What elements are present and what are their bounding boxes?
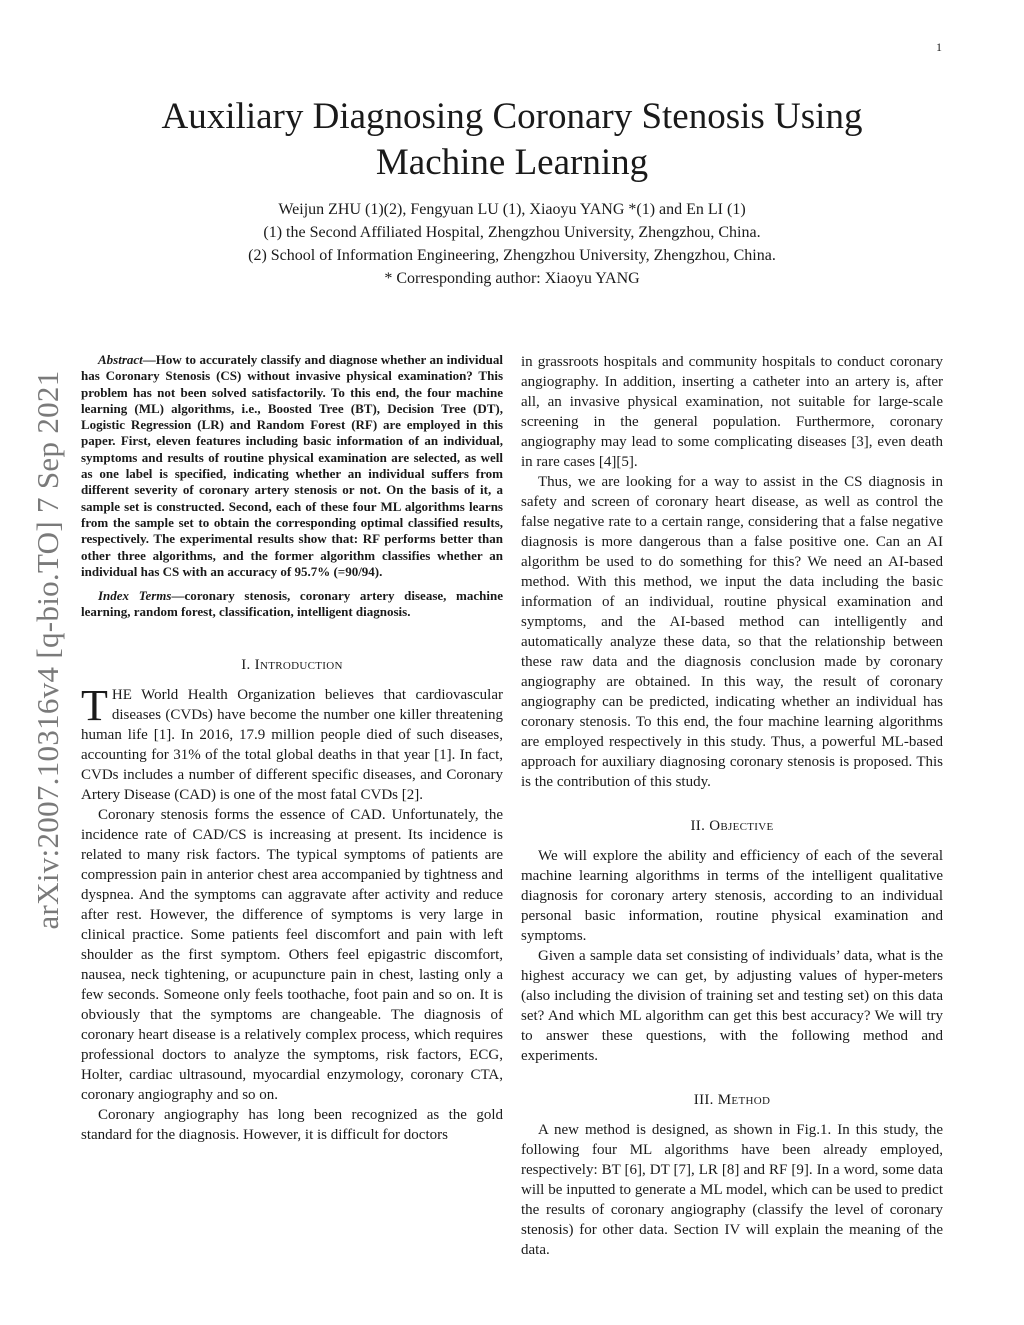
abstract-text: —How to accurately classify and diagnose whether an individual has Coronary Stenosis (CS) without invasive physical examination? This problem has not been solved satisfactorily. To this end, the four machine learning (ML) algorithms, i.e., Boosted Tree (BT), Decision Tree (DT), Logistic Regression (LR) and Random Forest (RF) are employed in this paper. First, eleven features including basic information of an individual, symptoms and results of routine physical examination are selected, as well as one label is specified, indicating whether an individual suffers from different severity of coronary artery stenosis or not. On the basis of it, a sample set is constructed. Second, each of these four ML algorithms learns from the sample set to obtain the corresponding optimal classified results, respectively. The experimental results show that: RF performs better than other three algorithms, and the former algorithm classifies whether an individual has CS with an accuracy of 95.7% (=90/94).	[81, 352, 503, 579]
affiliation-2: (2) School of Information Engineering, Zhengzhou University, Zhengzhou, China.	[248, 247, 776, 264]
page-number: 1	[936, 40, 942, 54]
objective-paragraph-2: Given a sample data set consisting of individuals’ data, what is the highest accuracy we can get, by adjusting values of hyper-meters (also including the division of training set and testing set) on this data set? And which ML algorithm can get this best accuracy? We will try to answer these questions, with the following method and experiments.	[521, 948, 943, 1064]
method-paragraph-1: A new method is designed, as shown in Fig.1. In this study, the following four ML algorithms have been already employed, respectively: BT [6], DT [7], LR [8] and RF [9]. In a word, some data will be inputted to generate a ML model, which can be used to predict the results of coronary angiography (classify the level of coronary stenosis) for other data. Section IV will explain the meaning of the data.	[521, 1122, 943, 1258]
corresponding-author: * Corresponding author: Xiaoyu YANG	[384, 270, 640, 287]
index-terms-label: Index Terms	[98, 588, 172, 604]
section-heading-method: III. Method	[693, 1092, 771, 1108]
index-terms	[81, 588, 503, 621]
abstract-label: Abstract	[98, 352, 143, 367]
intro-paragraph-2: Coronary stenosis forms the essence of CAD. Unfortunately, the incidence rate of CAD/CS is increasing at present. Its incidence is related to many risk factors. The typical symptoms of patients are compression pain in anterior chest area accompanied by tightness and dyspnea. And the symptoms can aggravate after activity and reduce after rest. However, the difference of symptoms is very large in clinical practice. Some patients feel discomfort and pain with left shoulder as the first symptom. Others feel epigastric discomfort, nausea, neck tightening, or acupuncture pain in chest, lasting only a few seconds. Someone only feels toothache, foot pain and so on. It is obviously that the symptoms are changeable. The diagnosis of coronary heart disease is a relatively complex process, which requires professional doctors to analyze the symptoms, risk factors, ECG, Holter, cardiac ultrasound, myocardial enzymology, coronary CTA, coronary angiography and so on.	[81, 806, 503, 1103]
affiliation-1: (1) the Second Affiliated Hospital, Zhengzhou University, Zhengzhou, China.	[263, 224, 761, 241]
intro-paragraph-4: Thus, we are looking for a way to assist in the CS diagnosis in safety and screen of coronary heart disease, as well as control the false negative rate to a certain range, considering that a false negative diagnosis is more dangerous than a false positive one. Can an AI algorithm be used to do something for this? We need an AI-based method. With this method, we input the data including the basic information of an individual, routine physical examination and symptoms, and the AI-based method can intelligently and automatically analyze these data, so that the relationship between these raw data and the diagnosis conclusion made by coronary angiography are obtained. In this way, the result of coronary angiography can be predicted, indicating whether an individual has coronary stenosis. To this end, the four machine learning algorithms are employed respectively in this study. Thus, a powerful ML-based approach for auxiliary diagnosing coronary stenosis is proposed. This is the contribution of this study.	[521, 474, 943, 790]
index-terms-text: —coronary stenosis, coronary artery disease, machine learning, random forest, classification, intelligent diagnosis.	[81, 588, 503, 620]
arxiv-identifier: arXiv:2007.10316v4 [q-bio.TO] 7 Sep 2021	[30, 370, 65, 930]
author-names: Weijun ZHU (1)(2), Fengyuan LU (1), Xiaoyu YANG *(1) and En LI (1)	[278, 201, 746, 218]
title-line-1: Auxiliary Diagnosing Coronary Stenosis Using	[161, 96, 863, 137]
intro-paragraph-3-continued: in grassroots hospitals and community hospitals to conduct coronary angiography. In addition, inserting a catheter into an artery is, after all, an invasive physical examination, not suitable for large-scale screening in the general population. Furthermore, coronary angiography may lead to some complicating diseases [3], even death in rare cases [4][5].	[521, 354, 943, 470]
intro-paragraph-1: THE World Health Organization believes that cardiovascular diseases (CVDs) have become the number one killer threatening human life [1]. In 2016, 17.9 million people died of such diseases, accounting for 31% of the total global deaths in that year [1]. In fact, CVDs includes a number of different specific diseases, and Coronary Artery Disease (CAD) is one of the most fatal CVDs [2].	[81, 680, 503, 803]
left-column	[81, 352, 503, 1145]
paper-title	[80, 94, 944, 186]
section-heading-objective: II. Objective	[690, 818, 774, 834]
section-heading-introduction: I. Introduction	[241, 656, 343, 673]
objective-paragraph-1: We will explore the ability and efficiency of each of the several machine learning algorithms in terms of the intelligent qualitative diagnosis for coronary artery stenosis, according to an individual personal basic information, routine physical examination and symptoms.	[521, 848, 943, 944]
drop-cap: T	[81, 680, 108, 730]
title-line-2: Machine Learning	[375, 142, 649, 183]
right-column	[521, 352, 943, 1260]
abstract	[81, 352, 503, 580]
author-block	[80, 198, 944, 290]
intro-paragraph-3: Coronary angiography has long been recognized as the gold standard for the diagnosis. However, it is difficult for doctors	[81, 1106, 503, 1143]
